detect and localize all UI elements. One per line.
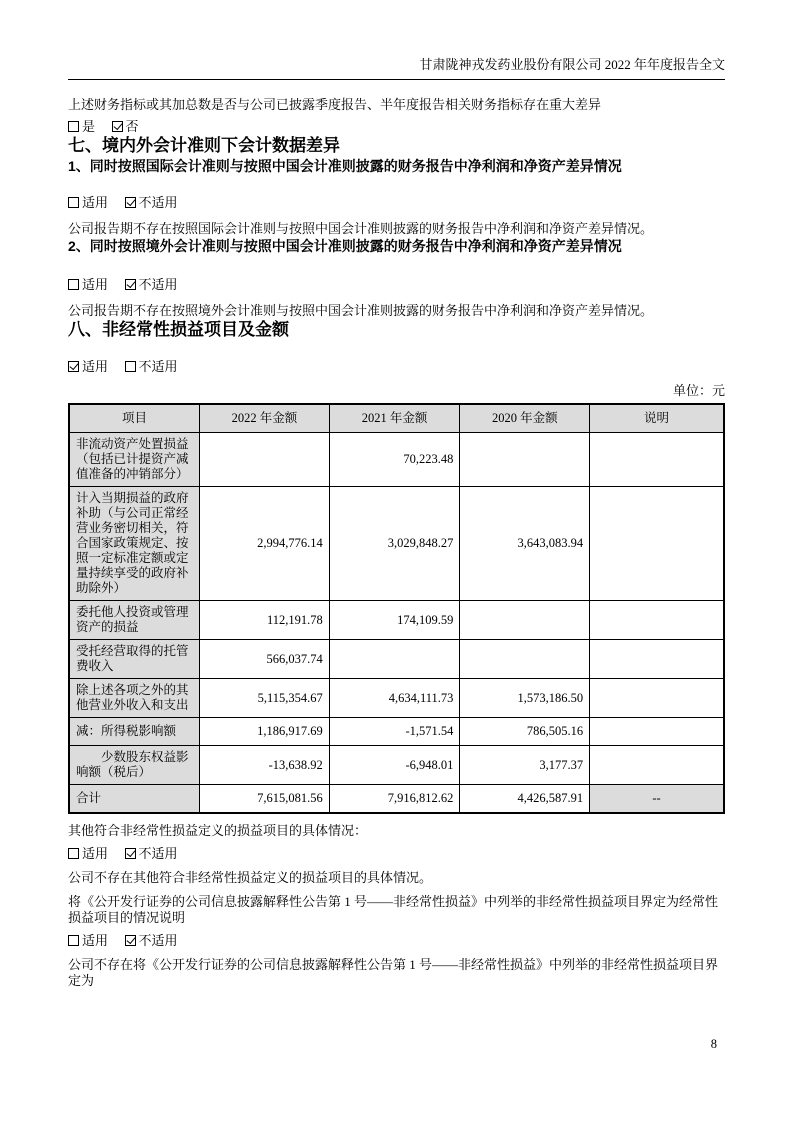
other-items-applicability-row bbox=[68, 846, 725, 862]
other-items-lead: 其他符合非经常性损益定义的损益项目的具体情况： bbox=[68, 823, 368, 838]
section-7-2-title: 2、同时按照境外会计准则与按照中国会计准则披露的财务报告中净利润和净资产差异情况 bbox=[68, 238, 622, 254]
checkbox-unchecked-icon bbox=[68, 935, 79, 946]
col-header-note: 说明 bbox=[590, 404, 724, 433]
section-7-2-note: 公司报告期不存在按照境外会计准则与按照中国会计准则披露的财务报告中净利润和净资产差异情况。 bbox=[68, 303, 654, 318]
document-header bbox=[68, 0, 725, 80]
col-header-2020: 2020 年金额 bbox=[460, 404, 590, 433]
cell-2021: 174,109.59 bbox=[329, 601, 460, 640]
cell-2020: 1,573,186.50 bbox=[460, 679, 590, 718]
section-7-1-title: 1、同时按照国际会计准则与按照中国会计准则披露的财务报告中净利润和净资产差异情况 bbox=[68, 158, 622, 174]
table-row bbox=[69, 718, 724, 746]
table-total-row bbox=[69, 785, 724, 814]
reclassification-applicability-row bbox=[68, 933, 725, 949]
cell-2022: 2,994,776.14 bbox=[200, 487, 330, 601]
table-row bbox=[69, 679, 724, 718]
not-applicable-label: 不适用 bbox=[138, 846, 178, 861]
cell-2020 bbox=[460, 433, 590, 487]
yes-label: 是 bbox=[82, 119, 96, 134]
cell-2021: -1,571.54 bbox=[329, 718, 460, 746]
table-row bbox=[69, 640, 724, 679]
cell-item: 非流动资产处置损益（包括已计提资产减值准备的冲销部分） bbox=[69, 433, 200, 487]
section-7-2-applicability-row bbox=[68, 277, 725, 293]
cell-2020: 3,643,083.94 bbox=[460, 487, 590, 601]
checkbox-checked-icon bbox=[112, 121, 123, 132]
cell-2021: 7,916,812.62 bbox=[329, 785, 460, 814]
cell-2020: 786,505.16 bbox=[460, 718, 590, 746]
applicable-label: 适用 bbox=[82, 195, 109, 210]
checkbox-unchecked-icon bbox=[68, 197, 79, 208]
applicable-label: 适用 bbox=[82, 359, 109, 374]
not-applicable-label: 不适用 bbox=[138, 195, 178, 210]
checkbox-unchecked-icon bbox=[68, 121, 79, 132]
cell-item: 委托他人投资或管理资产的损益 bbox=[69, 601, 200, 640]
cell-2020 bbox=[460, 640, 590, 679]
cell-2022: 566,037.74 bbox=[200, 640, 330, 679]
table-row bbox=[69, 487, 724, 601]
cell-note bbox=[590, 718, 724, 746]
cell-note bbox=[590, 601, 724, 640]
checkbox-unchecked-icon bbox=[68, 848, 79, 859]
cell-2022: 7,615,081.56 bbox=[200, 785, 330, 814]
not-applicable-label: 不适用 bbox=[138, 359, 178, 374]
cell-2020: 3,177.37 bbox=[460, 746, 590, 785]
cell-2021 bbox=[329, 640, 460, 679]
cell-note bbox=[590, 679, 724, 718]
checkbox-checked-icon bbox=[68, 361, 79, 372]
checkbox-checked-icon bbox=[125, 935, 136, 946]
table-row bbox=[69, 433, 724, 487]
cell-item: 减：所得税影响额 bbox=[69, 718, 200, 746]
cell-2022: -13,638.92 bbox=[200, 746, 330, 785]
applicable-label: 适用 bbox=[82, 277, 109, 292]
section-7-title: 七、境内外会计准则下会计数据差异 bbox=[68, 136, 340, 155]
checkbox-checked-icon bbox=[125, 279, 136, 290]
cell-note bbox=[590, 746, 724, 785]
col-header-item: 项目 bbox=[69, 404, 200, 433]
not-applicable-label: 不适用 bbox=[138, 277, 178, 292]
reclassification-lead: 将《公开发行证券的公司信息披露解释性公告第 1 号——非经常性损益》中列举的非经常性损益项目界定为经常性损益项目的情况说明 bbox=[68, 894, 719, 925]
cell-item: 受托经营取得的托管费收入 bbox=[69, 640, 200, 679]
table-header-row bbox=[69, 404, 724, 433]
checkbox-unchecked-icon bbox=[68, 279, 79, 290]
non-recurring-items-table bbox=[68, 403, 725, 814]
cell-2022: 112,191.78 bbox=[200, 601, 330, 640]
table-row bbox=[69, 746, 724, 785]
cell-note bbox=[590, 640, 724, 679]
not-applicable-label: 不适用 bbox=[138, 933, 178, 948]
section-8-applicability-row bbox=[68, 359, 725, 375]
cell-note: -- bbox=[590, 785, 724, 814]
cell-note bbox=[590, 487, 724, 601]
cell-2022 bbox=[200, 433, 330, 487]
checkbox-unchecked-icon bbox=[125, 361, 136, 372]
other-items-note: 公司不存在其他符合非经常性损益定义的损益项目的具体情况。 bbox=[68, 870, 433, 885]
cell-note bbox=[590, 433, 724, 487]
cell-2021: 4,634,111.73 bbox=[329, 679, 460, 718]
cell-2020 bbox=[460, 601, 590, 640]
applicable-label: 适用 bbox=[82, 933, 109, 948]
no-label: 否 bbox=[125, 119, 139, 134]
col-header-2021: 2021 年金额 bbox=[329, 404, 460, 433]
yes-no-checkbox-row bbox=[68, 119, 725, 135]
cell-item: 计入当期损益的政府补助（与公司正常经营业务密切相关，符合国家政策规定、按照一定标准定额或定量持续享受的政府补助除外） bbox=[69, 487, 200, 601]
section-8-title: 八、非经常性损益项目及金额 bbox=[68, 320, 289, 339]
major-difference-question: 上述财务指标或其加总数是否与公司已披露季度报告、半年度报告相关财务指标存在重大差异 bbox=[68, 97, 602, 112]
unit-label: 单位：元 bbox=[672, 383, 725, 398]
checkbox-checked-icon bbox=[125, 848, 136, 859]
cell-item: 除上述各项之外的其他营业外收入和支出 bbox=[69, 679, 200, 718]
cell-2020: 4,426,587.91 bbox=[460, 785, 590, 814]
section-7-1-applicability-row bbox=[68, 195, 725, 211]
section-7-1-note: 公司报告期不存在按照国际会计准则与按照中国会计准则披露的财务报告中净利润和净资产差异情况。 bbox=[68, 221, 654, 236]
cell-2021: -6,948.01 bbox=[329, 746, 460, 785]
table-row bbox=[69, 601, 724, 640]
cell-2022: 1,186,917.69 bbox=[200, 718, 330, 746]
reclassification-note: 公司不存在将《公开发行证券的公司信息披露解释性公告第 1 号——非经常性损益》中列举的非经常性损益项目界定为 bbox=[68, 957, 719, 988]
cell-2021: 70,223.48 bbox=[329, 433, 460, 487]
checkbox-checked-icon bbox=[125, 197, 136, 208]
cell-item: 合计 bbox=[69, 785, 200, 814]
cell-2022: 5,115,354.67 bbox=[200, 679, 330, 718]
applicable-label: 适用 bbox=[82, 846, 109, 861]
header-title: 甘肃陇神戎发药业股份有限公司 2022 年年度报告全文 bbox=[419, 57, 725, 72]
cell-item: 少数股东权益影响额（税后） bbox=[69, 746, 200, 785]
cell-2021: 3,029,848.27 bbox=[329, 487, 460, 601]
col-header-2022: 2022 年金额 bbox=[200, 404, 330, 433]
page-number: 8 bbox=[710, 1037, 717, 1051]
